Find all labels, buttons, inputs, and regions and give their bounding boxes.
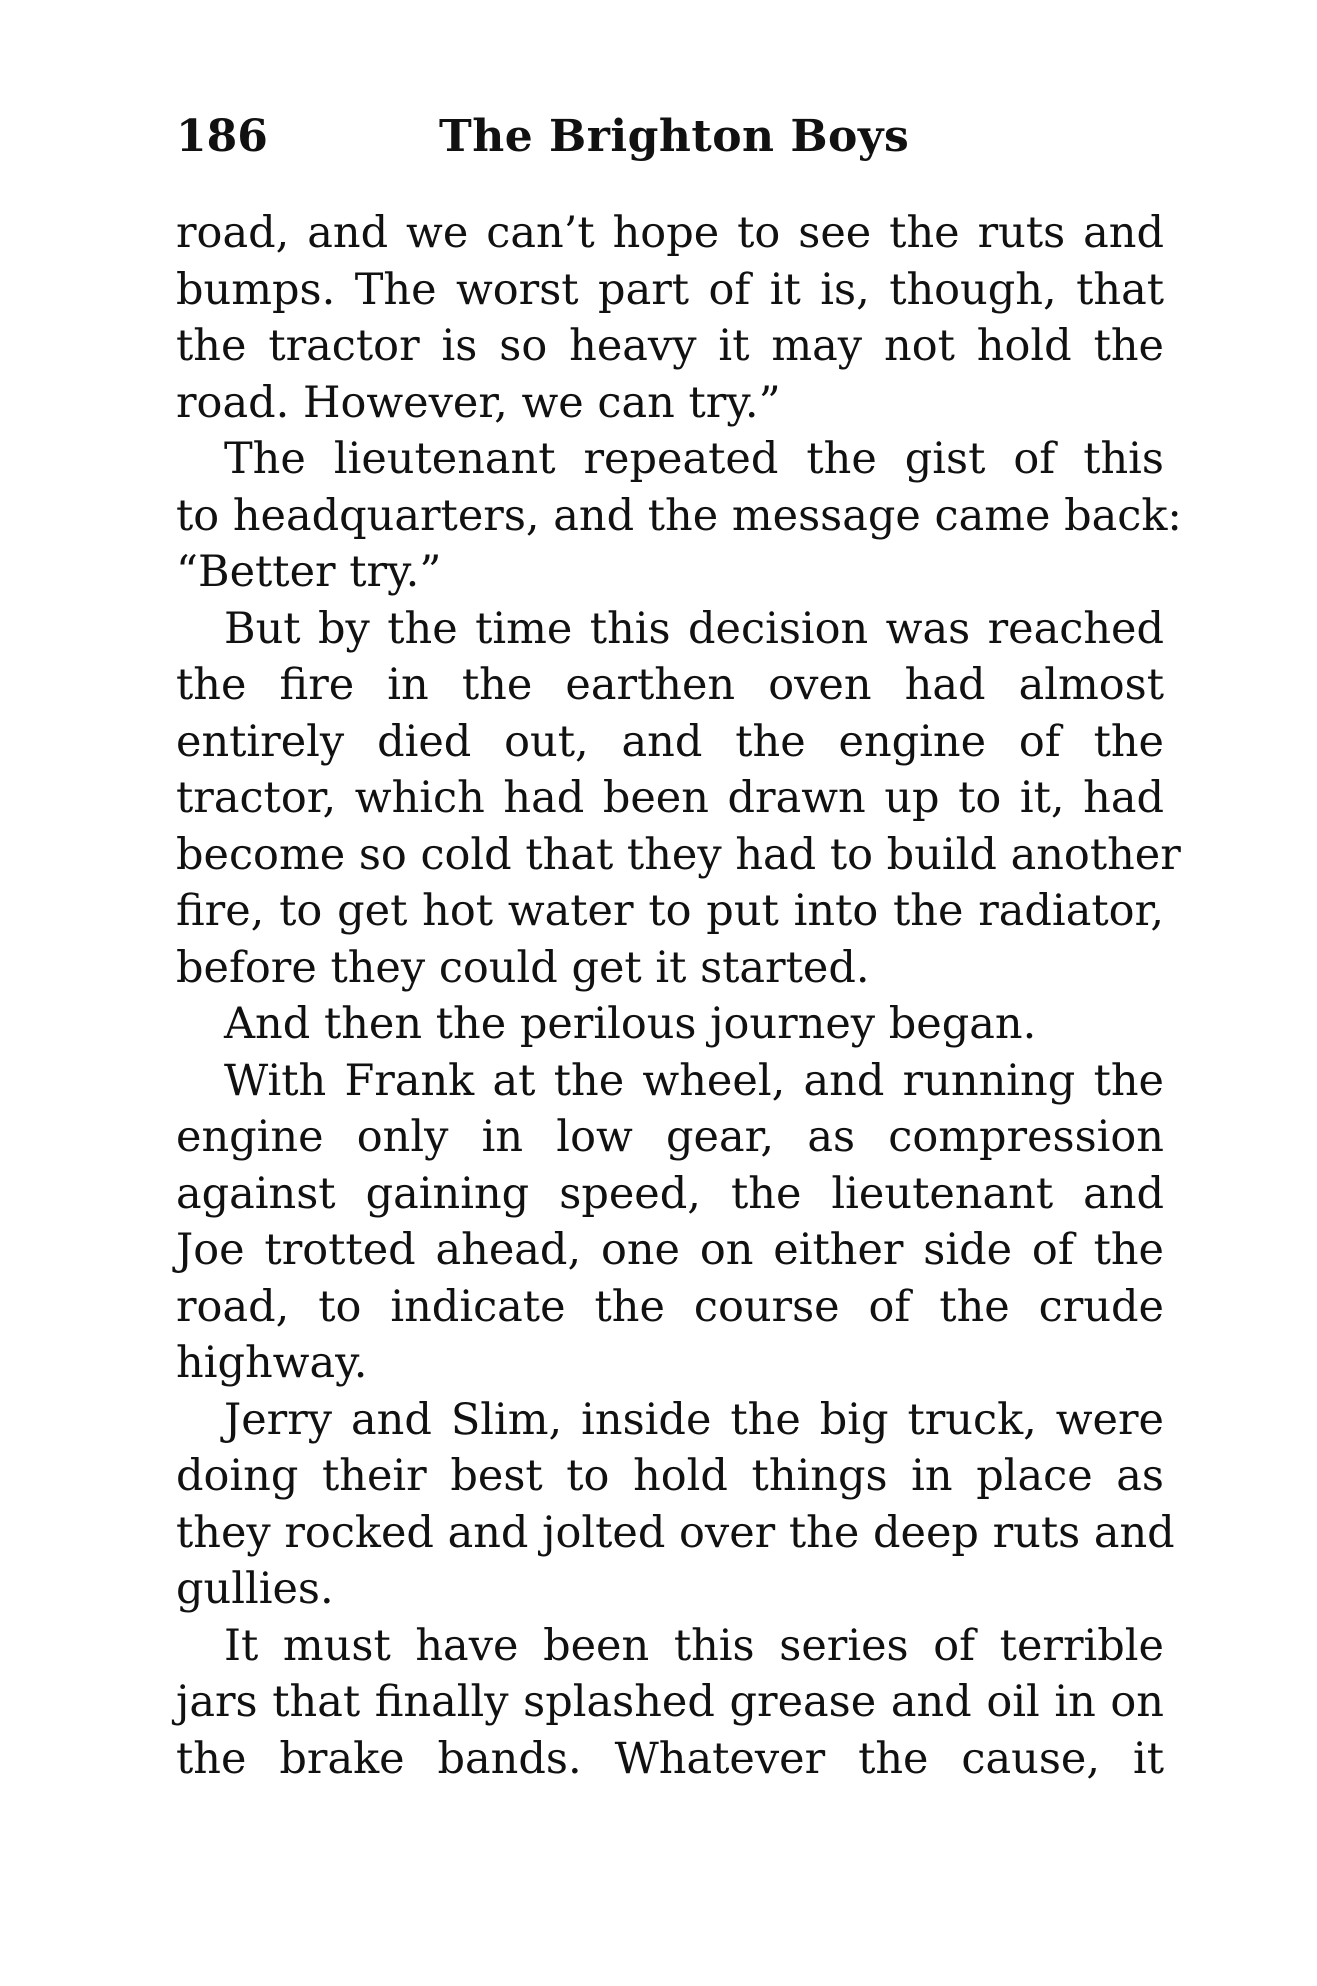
- page-number: 186: [176, 111, 268, 162]
- text-line: before they could get it started.: [176, 942, 870, 993]
- text-line: they rocked and jolted over the deep ruts and: [176, 1507, 1175, 1558]
- text-line: road, to indicate the course of the crude: [176, 1281, 1164, 1332]
- paragraph: [176, 1618, 1164, 1788]
- text-line: “Better try.”: [176, 547, 442, 597]
- text-line: tractor, which had been drawn up to it, had: [176, 773, 1164, 823]
- paragraph: [176, 996, 1164, 1053]
- paragraph: [176, 601, 1181, 997]
- page-header: [176, 105, 1176, 169]
- paragraph: [176, 1392, 1175, 1618]
- text-line: road, and we can’t hope to see the ruts and: [176, 208, 1164, 258]
- paragraph: [176, 1053, 1164, 1392]
- text-line: bumps. The worst part of it is, though, that: [176, 264, 1164, 315]
- text-line: the tractor is so heavy it may not hold the: [176, 321, 1164, 371]
- running-title: The Brighton Boys: [439, 111, 910, 162]
- paragraph: [176, 431, 1182, 601]
- text-line: jars that finally splashed grease and oil in on: [176, 1677, 1164, 1727]
- text-line: With Frank at the wheel, and running the: [224, 1055, 1164, 1106]
- text-line: doing their best to hold things in place as: [176, 1451, 1164, 1501]
- text-line: road. However, we can try.”: [176, 377, 781, 428]
- text-line: fire, to get hot water to put into the radiator,: [176, 886, 1164, 936]
- text-line: entirely died out, and the engine of the: [176, 716, 1164, 767]
- body-text: [176, 205, 1182, 1787]
- text-line: to headquarters, and the message came back:: [176, 490, 1182, 541]
- text-line: Jerry and Slim, inside the big truck, were: [224, 1394, 1164, 1445]
- text-line: And then the perilous journey began.: [224, 999, 1037, 1049]
- text-line: the brake bands. Whatever the cause, it: [176, 1733, 1164, 1784]
- text-line: the fire in the earthen oven had almost: [176, 660, 1164, 710]
- text-line: But by the time this decision was reached: [224, 603, 1164, 654]
- text-line: The lieutenant repeated the gist of this: [224, 434, 1164, 484]
- text-line: become so cold that they had to build another: [176, 829, 1181, 880]
- text-line: It must have been this series of terrible: [224, 1620, 1164, 1671]
- text-line: against gaining speed, the lieutenant and: [176, 1168, 1164, 1219]
- text-line: engine only in low gear, as compression: [176, 1112, 1164, 1162]
- text-line: highway.: [176, 1338, 368, 1388]
- text-line: Joe trotted ahead, one on either side of the: [176, 1225, 1164, 1275]
- paragraph: [176, 205, 1164, 431]
- text-line: gullies.: [176, 1564, 334, 1614]
